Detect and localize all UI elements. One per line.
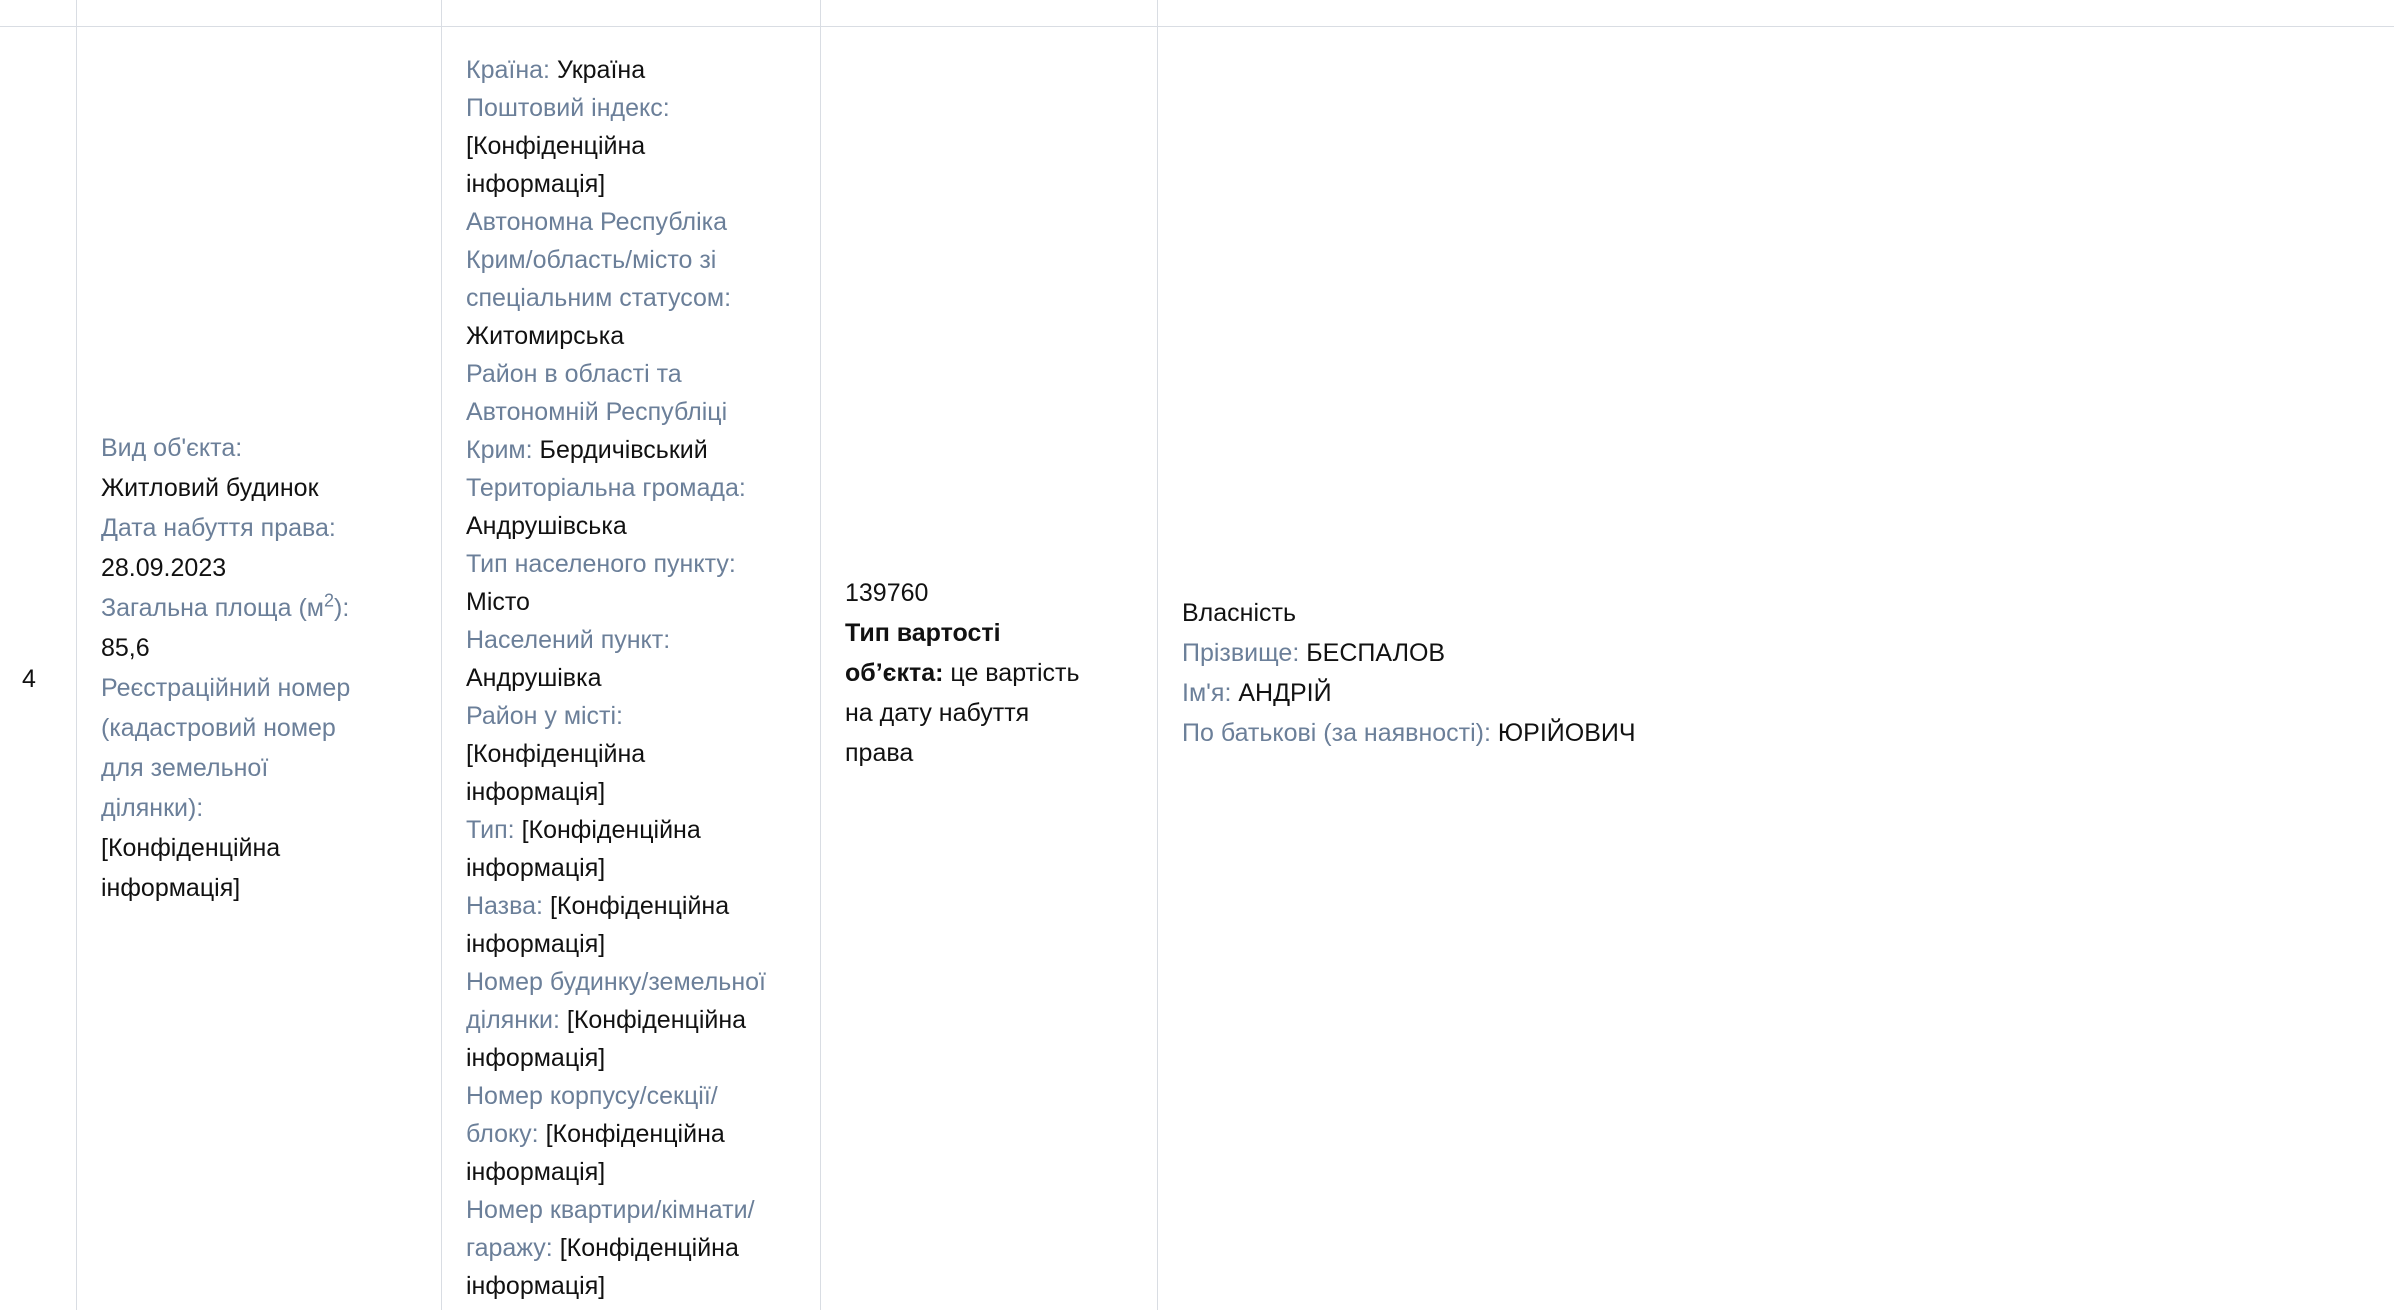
- cost-cell: [845, 573, 1135, 773]
- registration-number-value-line-1: [Конфіденційна: [101, 834, 281, 862]
- total-area-label-text: Загальна площа (м: [101, 594, 324, 622]
- first-name-line: [1182, 673, 1982, 713]
- building-number-value-line-2: інформація]: [466, 1158, 606, 1186]
- country-label: Країна:: [466, 56, 550, 84]
- street-name-value-line-2: інформація]: [466, 930, 606, 958]
- column-divider-4: [1157, 0, 1158, 1310]
- house-number-label-line-1: Номер будинку/земельної: [466, 968, 766, 996]
- apartment-number-label-line-2: гаражу:: [466, 1234, 553, 1262]
- building-number-line: [466, 1115, 796, 1153]
- row-number: 4: [22, 665, 36, 693]
- registration-number-label-line-4: ділянки):: [101, 794, 204, 822]
- region-value: Житомирська: [466, 322, 625, 350]
- first-name-value: АНДРІЙ: [1238, 679, 1332, 707]
- district-line: [466, 431, 796, 469]
- city-district-value-line-1: [Конфіденційна: [466, 740, 646, 768]
- registration-number-label-line-1: Реєстраційний номер: [101, 674, 351, 702]
- house-number-value-line-2: інформація]: [466, 1044, 606, 1072]
- table-header-divider: [0, 26, 2394, 27]
- postal-code-value-line-2: інформація]: [466, 170, 606, 198]
- apartment-number-value-line-1: [Конфіденційна: [559, 1234, 739, 1262]
- acquisition-date-label: Дата набуття права:: [101, 514, 336, 542]
- street-type-value-line-2: інформація]: [466, 854, 606, 882]
- city-district-label: Район у місті:: [466, 702, 624, 730]
- total-area-label-close: ):: [334, 594, 350, 622]
- cost-type-label-line-2: об’єкта:: [845, 659, 944, 687]
- settlement-label: Населений пункт:: [466, 626, 671, 654]
- district-label-line-2: Автономній Республіці: [466, 398, 728, 426]
- settlement-value: Андрушівка: [466, 664, 602, 692]
- cost-type-value-line-2: на дату набуття: [845, 699, 1030, 727]
- patronymic-label: По батькові (за наявності):: [1182, 719, 1491, 747]
- cost-type-label-line-1: Тип вартості: [845, 619, 1001, 647]
- street-type-label: Тип:: [466, 816, 515, 844]
- house-number-value-line-1: [Конфіденційна: [566, 1006, 747, 1034]
- community-value: Андрушівська: [466, 512, 627, 540]
- apartment-number-line: [466, 1229, 796, 1267]
- street-type-line: [466, 811, 796, 849]
- district-label-line-1: Район в області та: [466, 360, 682, 388]
- right-type: Власність: [1182, 599, 1297, 627]
- street-type-value-line-1: [Конфіденційна: [521, 816, 701, 844]
- column-divider-2: [441, 0, 442, 1310]
- district-label-line-3: Крим:: [466, 436, 533, 464]
- registration-number-label-line-3: для земельної: [101, 754, 269, 782]
- object-info-cell: [101, 428, 381, 908]
- total-area-value: 85,6: [101, 634, 150, 662]
- total-area-label: [101, 588, 381, 628]
- building-number-label-line-2: блоку:: [466, 1120, 539, 1148]
- area-unit-superscript: 2: [324, 590, 335, 611]
- postal-code-value-line-1: [Конфіденційна: [466, 132, 646, 160]
- column-divider-3: [820, 0, 821, 1310]
- house-number-line: [466, 1001, 796, 1039]
- street-name-label: Назва:: [466, 892, 543, 920]
- street-name-value-line-1: [Конфіденційна: [549, 892, 730, 920]
- surname-label: Прізвище:: [1182, 639, 1300, 667]
- cost-amount: 139760: [845, 579, 929, 607]
- address-cell: [466, 51, 796, 1305]
- region-label-line-3: спеціальним статусом:: [466, 284, 732, 312]
- apartment-number-value-line-2: інформація]: [466, 1272, 606, 1300]
- country-value: Україна: [556, 56, 646, 84]
- owner-cell: [1182, 593, 1982, 753]
- community-label: Територіальна громада:: [466, 474, 746, 502]
- region-label-line-2: Крим/область/місто зі: [466, 246, 717, 274]
- postal-code-label: Поштовий індекс:: [466, 94, 670, 122]
- building-number-label-line-1: Номер корпусу/секції/: [466, 1082, 718, 1110]
- apartment-number-label-line-1: Номер квартири/кімнати/: [466, 1196, 755, 1224]
- acquisition-date-value: 28.09.2023: [101, 554, 227, 582]
- patronymic-line: [1182, 713, 1982, 753]
- surname-line: [1182, 633, 1982, 673]
- first-name-label: Ім'я:: [1182, 679, 1232, 707]
- column-divider-1: [76, 0, 77, 1310]
- object-type-value: Житловий будинок: [101, 474, 319, 502]
- settlement-type-label: Тип населеного пункту:: [466, 550, 736, 578]
- region-label-line-1: Автономна Республіка: [466, 208, 728, 236]
- cost-type-value-line-1: це вартість: [950, 659, 1080, 687]
- settlement-type-value: Місто: [466, 588, 530, 616]
- surname-value: БЕСПАЛОВ: [1306, 639, 1446, 667]
- city-district-value-line-2: інформація]: [466, 778, 606, 806]
- registration-number-value-line-2: інформація]: [101, 874, 241, 902]
- district-value: Бердичівський: [539, 436, 708, 464]
- registration-number-label-line-2: (кадастровий номер: [101, 714, 336, 742]
- country-line: [466, 51, 796, 89]
- building-number-value-line-1: [Конфіденційна: [545, 1120, 725, 1148]
- street-name-line: [466, 887, 796, 925]
- cost-type-line: [845, 653, 1135, 693]
- house-number-label-line-2: ділянки:: [466, 1006, 560, 1034]
- patronymic-value: ЮРІЙОВИЧ: [1497, 719, 1636, 747]
- object-type-label: Вид об'єкта:: [101, 434, 243, 462]
- cost-type-value-line-3: права: [845, 739, 914, 767]
